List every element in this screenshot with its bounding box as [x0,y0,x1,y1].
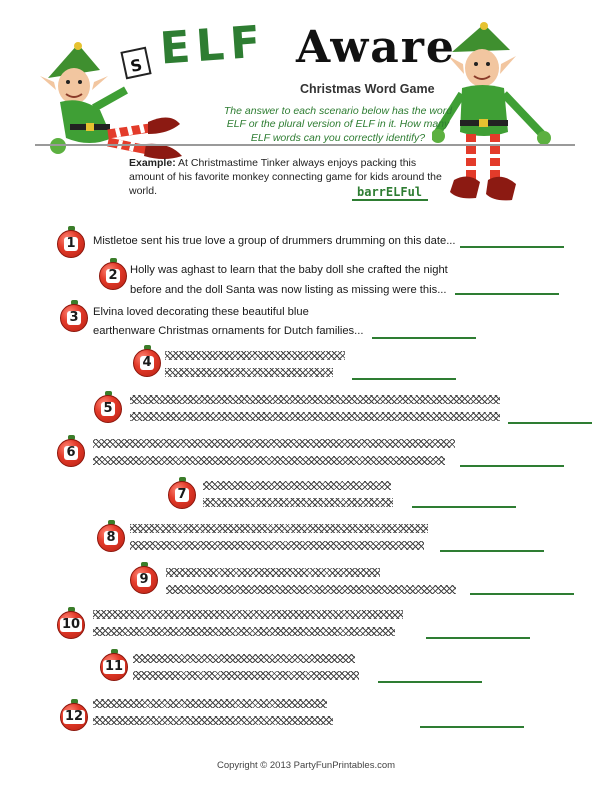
redacted-text-line [93,439,455,448]
redacted-text-line [93,627,395,636]
question-1-text: Mistletoe sent his true love a group of drummers drumming on this date... [93,235,456,247]
question-2-line-1: Holly was aghast to learn that the baby doll she crafted the night [130,264,448,276]
redacted-text-line [203,498,393,507]
redacted-text-line [130,524,428,533]
question-number: 12 [64,709,84,724]
redacted-text-line [130,412,500,421]
redacted-text-line [130,541,424,550]
redacted-text-line [165,368,333,377]
ornament-9 [130,562,158,592]
ornament-12 [60,699,88,729]
answer-line-6[interactable] [460,465,564,467]
question-number: 9 [139,572,149,587]
question-number: 2 [108,268,118,283]
intro-text: The answer to each scenario below has the word ELF or the plural version of ELF in it. How many ELF words can you correctly identify? [223,105,453,144]
redacted-text-line [93,456,445,465]
example-label: Example: [129,157,176,169]
question-2-line-2: before and the doll Santa was now listing as missing were this... [130,284,447,296]
answer-line-3[interactable] [372,337,476,339]
question-3-line-1: Elvina loved decorating these beautiful blue [93,306,309,318]
question-number: 4 [142,355,152,370]
svg-text:S: S [128,55,144,76]
answer-line-4[interactable] [352,378,456,380]
question-number: 11 [104,659,124,674]
title-elf: ELF [158,16,268,75]
answer-line-8[interactable] [440,550,544,552]
question-number: 7 [177,487,187,502]
ornament-10 [57,607,85,637]
answer-line-5[interactable] [508,422,592,424]
question-number: 1 [66,236,76,251]
ornament-3 [60,300,88,330]
ornament-4 [133,345,161,375]
subtitle: Christmas Word Game [300,82,435,96]
question-3-line-2: earthenware Christmas ornaments for Dutch families... [93,325,364,337]
question-number: 5 [103,401,113,416]
redacted-text-line [166,585,456,594]
redacted-text-line [130,395,500,404]
question-number: 6 [66,445,76,460]
answer-line-12[interactable] [420,726,524,728]
answer-line-2[interactable] [455,293,559,295]
redacted-text-line [93,699,327,708]
ornament-2 [99,258,127,288]
question-number: 8 [106,530,116,545]
ornament-11 [100,649,128,679]
redacted-text-line [93,716,333,725]
ornament-1 [57,226,85,256]
answer-line-10[interactable] [426,637,530,639]
redacted-text-line [93,610,403,619]
ornament-7 [168,477,196,507]
copyright-footer: Copyright © 2013 PartyFunPrintables.com [216,760,396,771]
redacted-text-line [166,568,380,577]
question-number: 10 [61,617,81,632]
example-answer: barrELFul [357,185,423,199]
ornament-6 [57,435,85,465]
answer-line-9[interactable] [470,593,574,595]
redacted-text-line [133,654,355,663]
title-aware: Aware [296,22,456,73]
example-answer-line [352,199,428,201]
redacted-text-line [133,671,359,680]
answer-line-1[interactable] [460,246,564,248]
answer-line-11[interactable] [378,681,482,683]
answer-line-7[interactable] [412,506,516,508]
example-text: At Christmastime Tinker always enjoys packing this amount of his favorite monkey connecting game for kids around the world. [129,157,442,197]
redacted-text-line [203,481,391,490]
shelf-divider [35,144,575,146]
ornament-8 [97,520,125,550]
question-number: 3 [69,310,79,325]
redacted-text-line [165,351,345,360]
ornament-5 [94,391,122,421]
